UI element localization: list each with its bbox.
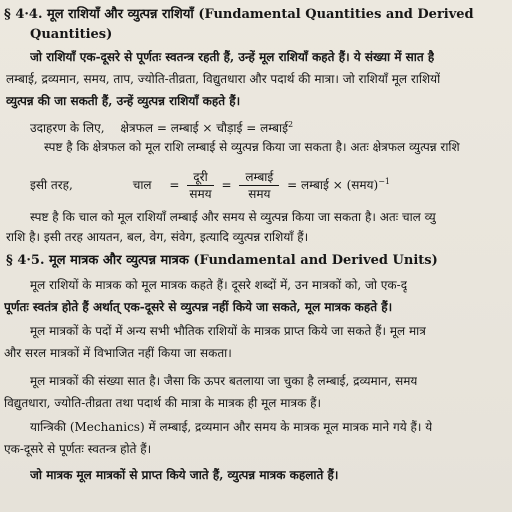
length-over-time bbox=[239, 169, 279, 202]
para2-line9: जो मात्रक मूल मात्रकों से प्राप्त किये जाते हैं, व्युत्पन्न मात्रक कहलाते हैं। bbox=[30, 468, 339, 482]
para2-line2: पूर्णतः स्वतंत्र होते हैं अर्थात् एक-दूसरे से व्युत्पन्न नहीं किये जा सकते, मूल मात्रक कहते हैं। bbox=[4, 300, 393, 314]
section-4-4-heading-cont: Quantities) bbox=[30, 27, 113, 42]
velocity-explain-line2: राशि है। इसी तरह आयतन, बल, वेग, संवेग, इत्यादि व्युत्पन्न राशियाँ हैं। bbox=[6, 230, 309, 244]
example-explain: स्पष्ट है कि क्षेत्रफल को मूल राशि लम्बाई से व्युत्पन्न किया जा सकता है। अतः क्षेत्रफल व्युत्पन्न राशि bbox=[44, 140, 460, 154]
para2-line4: और सरल मात्रकों में विभाजित नहीं किया जा सकता। bbox=[4, 346, 232, 360]
denominator-time-2: समय bbox=[248, 187, 271, 201]
equals-sign-2: = bbox=[221, 178, 232, 192]
example-line bbox=[30, 116, 293, 137]
area-formula: क्षेत्रफल = लम्बाई × चौड़ाई = लम्बाई bbox=[120, 121, 288, 135]
denominator-time: समय bbox=[189, 187, 212, 201]
para1-line2: लम्बाई, द्रव्यमान, समय, ताप, ज्योति-तीव्रता, विद्युतधारा और पदार्थ की मात्रा। जो राशियाँ मूल राशियों bbox=[6, 72, 441, 86]
distance-over-time bbox=[187, 169, 213, 202]
para2-line8: एक-दूसरे से पूर्णतः स्वतन्त्र होते हैं। bbox=[4, 442, 152, 456]
para2-line1: मूल राशियों के मात्रक को मूल मात्रक कहते हैं। दूसरे शब्दों में, उन मात्रकों को, जो एक-दू bbox=[30, 278, 408, 292]
section-4-4-heading: § 4·4. मूल राशियाँ और व्युत्पन्न राशियाँ (Fundamental Quantities and Derived bbox=[4, 7, 474, 22]
para1-line1: जो राशियाँ एक-दूसरे से पूर्णतः स्वतन्त्र रहती हैं, उन्हें मूल राशियाँ कहते हैं। ये संख्या में सात है bbox=[30, 50, 435, 64]
para2-line5: मूल मात्रकों की संख्या सात है। जैसा कि ऊपर बतलाया जा चुका है लम्बाई, द्रव्यमान, समय bbox=[30, 374, 418, 388]
velocity-rhs: = लम्बाई × (समय) bbox=[287, 178, 379, 192]
para2-line7: यान्त्रिकी (Mechanics) में लम्बाई, द्रव्यमान और समय के मात्रक मूल मात्रक माने गये हैं। ये bbox=[30, 420, 433, 434]
example-lead: उदाहरण के लिए, bbox=[30, 121, 105, 135]
velocity-explain-line1: स्पष्ट है कि चाल को मूल राशियाँ लम्बाई और समय से व्युत्पन्न किया जा सकता है। अतः चाल व्यु bbox=[30, 210, 436, 224]
area-exponent: 2 bbox=[287, 120, 294, 129]
velocity-equation bbox=[30, 160, 390, 204]
velocity-name: चाल bbox=[132, 178, 152, 192]
para2-line3: मूल मात्रकों के पदों में अन्य सभी भौतिक राशियों के मात्रक प्राप्त किये जा सकते हैं। मूल मात्र bbox=[30, 324, 426, 338]
section-4-5-heading: § 4·5. मूल मात्रक और व्युत्पन्न मात्रक (Fundamental and Derived Units) bbox=[6, 253, 438, 268]
numerator-distance: दूरी bbox=[187, 169, 213, 186]
velocity-exponent: −1 bbox=[378, 177, 390, 186]
para1-line3: व्युत्पन्न की जा सकती हैं, उन्हें व्युत्पन्न राशियाँ कहते हैं। bbox=[6, 94, 241, 108]
para2-line6: विद्युतधारा, ज्योति-तीव्रता तथा पदार्थ की मात्रा के मात्रक ही मूल मात्रक हैं। bbox=[4, 396, 322, 410]
numerator-length: लम्बाई bbox=[239, 169, 279, 186]
equals-sign: = bbox=[169, 178, 180, 192]
velocity-lead: इसी तरह, bbox=[30, 178, 73, 192]
